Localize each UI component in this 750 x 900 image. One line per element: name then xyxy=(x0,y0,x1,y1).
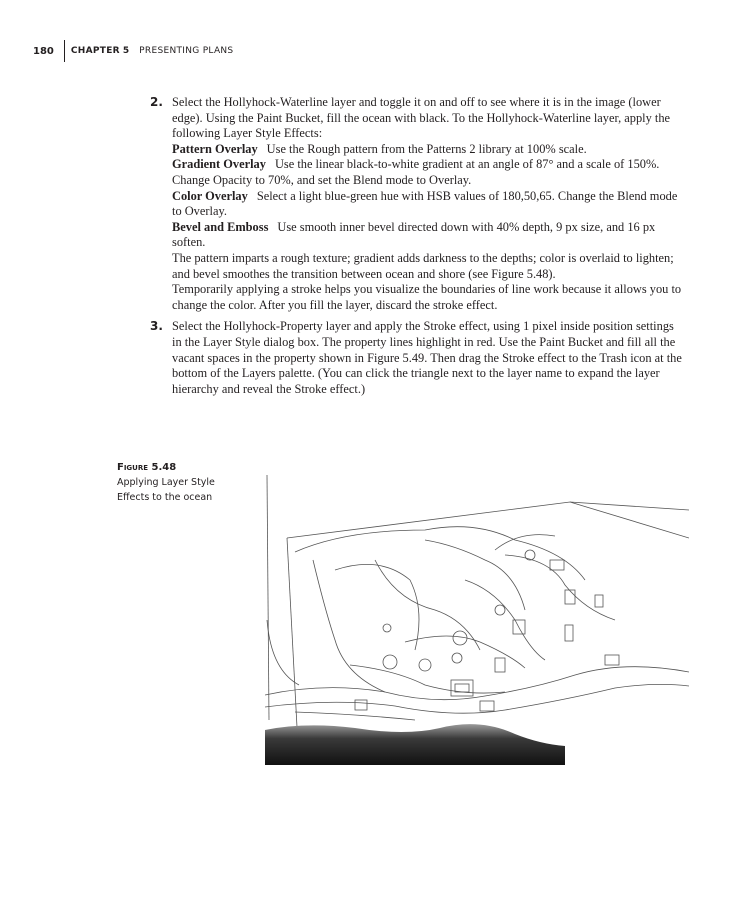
effect-text: Use smooth inner bevel directed down with 40% depth, 9 px size, and 16 px soften. xyxy=(172,219,656,250)
effect-name: Color Overlay xyxy=(172,188,248,203)
running-header xyxy=(33,40,233,62)
effect-pattern-overlay xyxy=(172,142,684,158)
effect-name: Bevel and Emboss xyxy=(172,219,269,234)
paragraph: The pattern imparts a rough texture; gradient adds darkness to the depths; color is overlaid to lighten; and bevel smoothes the transition between ocean and shore (see Figure 5.48). xyxy=(172,250,674,281)
figure-label-word: Figure xyxy=(117,462,149,473)
chapter-number: 5 xyxy=(122,46,130,56)
effect-name: Pattern Overlay xyxy=(172,141,258,156)
site-plan-figure xyxy=(265,460,689,765)
effect-text: Select a light blue-green hue with HSB values of 180,50,65. Change the Blend mode to Overlay. xyxy=(172,188,678,219)
step-2 xyxy=(148,95,684,313)
effect-name: Gradient Overlay xyxy=(172,157,266,172)
step-3 xyxy=(148,319,684,397)
body-text xyxy=(148,95,684,403)
effect-text: Use the linear black-to-white gradient at an angle of 87° and a scale of 150%. Change Opacity to 70%, and set the Blend mode to Overlay. xyxy=(172,157,660,187)
effect-color-overlay xyxy=(172,189,684,220)
figure-caption xyxy=(117,460,247,505)
page-number: 180 xyxy=(33,45,54,57)
effect-bevel-emboss xyxy=(172,220,684,251)
effect-gradient-overlay xyxy=(172,157,684,188)
chapter-label: CHAPTER xyxy=(70,46,120,56)
figure-label xyxy=(117,460,247,475)
figure-caption-text: Applying Layer Style Effects to the ocean xyxy=(117,477,215,503)
paragraph: Temporarily applying a stroke helps you visualize the boundaries of line work because it allows you to change the color. After you fill the layer, discard the stroke effect. xyxy=(172,282,682,312)
step-number: 2. xyxy=(150,95,163,109)
step-intro: Select the Hollyhock-Property layer and apply the Stroke effect, using 1 pixel inside position settings in the Layer Style dialog box. The property lines highlight in red. Use the Paint Bucket and fill all the vacant spaces in the property shown in Figure 5.49. Then drag the Stroke effect to the Trash icon at the bottom of the Layers palette. (You can click the triangle next to the layer name to expand the layer hierarchy and reveal the Stroke effect.) xyxy=(172,319,682,396)
step-intro: Select the Hollyhock-Waterline layer and toggle it on and off to see where it is in the image (lower edge). Using the Paint Bucket, fill the ocean with black. To the Hollyhock-Waterline layer, apply the following Layer Style Effects: xyxy=(172,95,671,141)
figure-number: 5.48 xyxy=(151,462,177,473)
effect-text: Use the Rough pattern from the Patterns 2 library at 100% scale. xyxy=(266,141,587,156)
section-title: PRESENTING PLANS xyxy=(139,46,234,56)
site-plan-drawing xyxy=(265,460,689,765)
step-number: 3. xyxy=(150,319,163,334)
header-divider xyxy=(64,40,65,62)
